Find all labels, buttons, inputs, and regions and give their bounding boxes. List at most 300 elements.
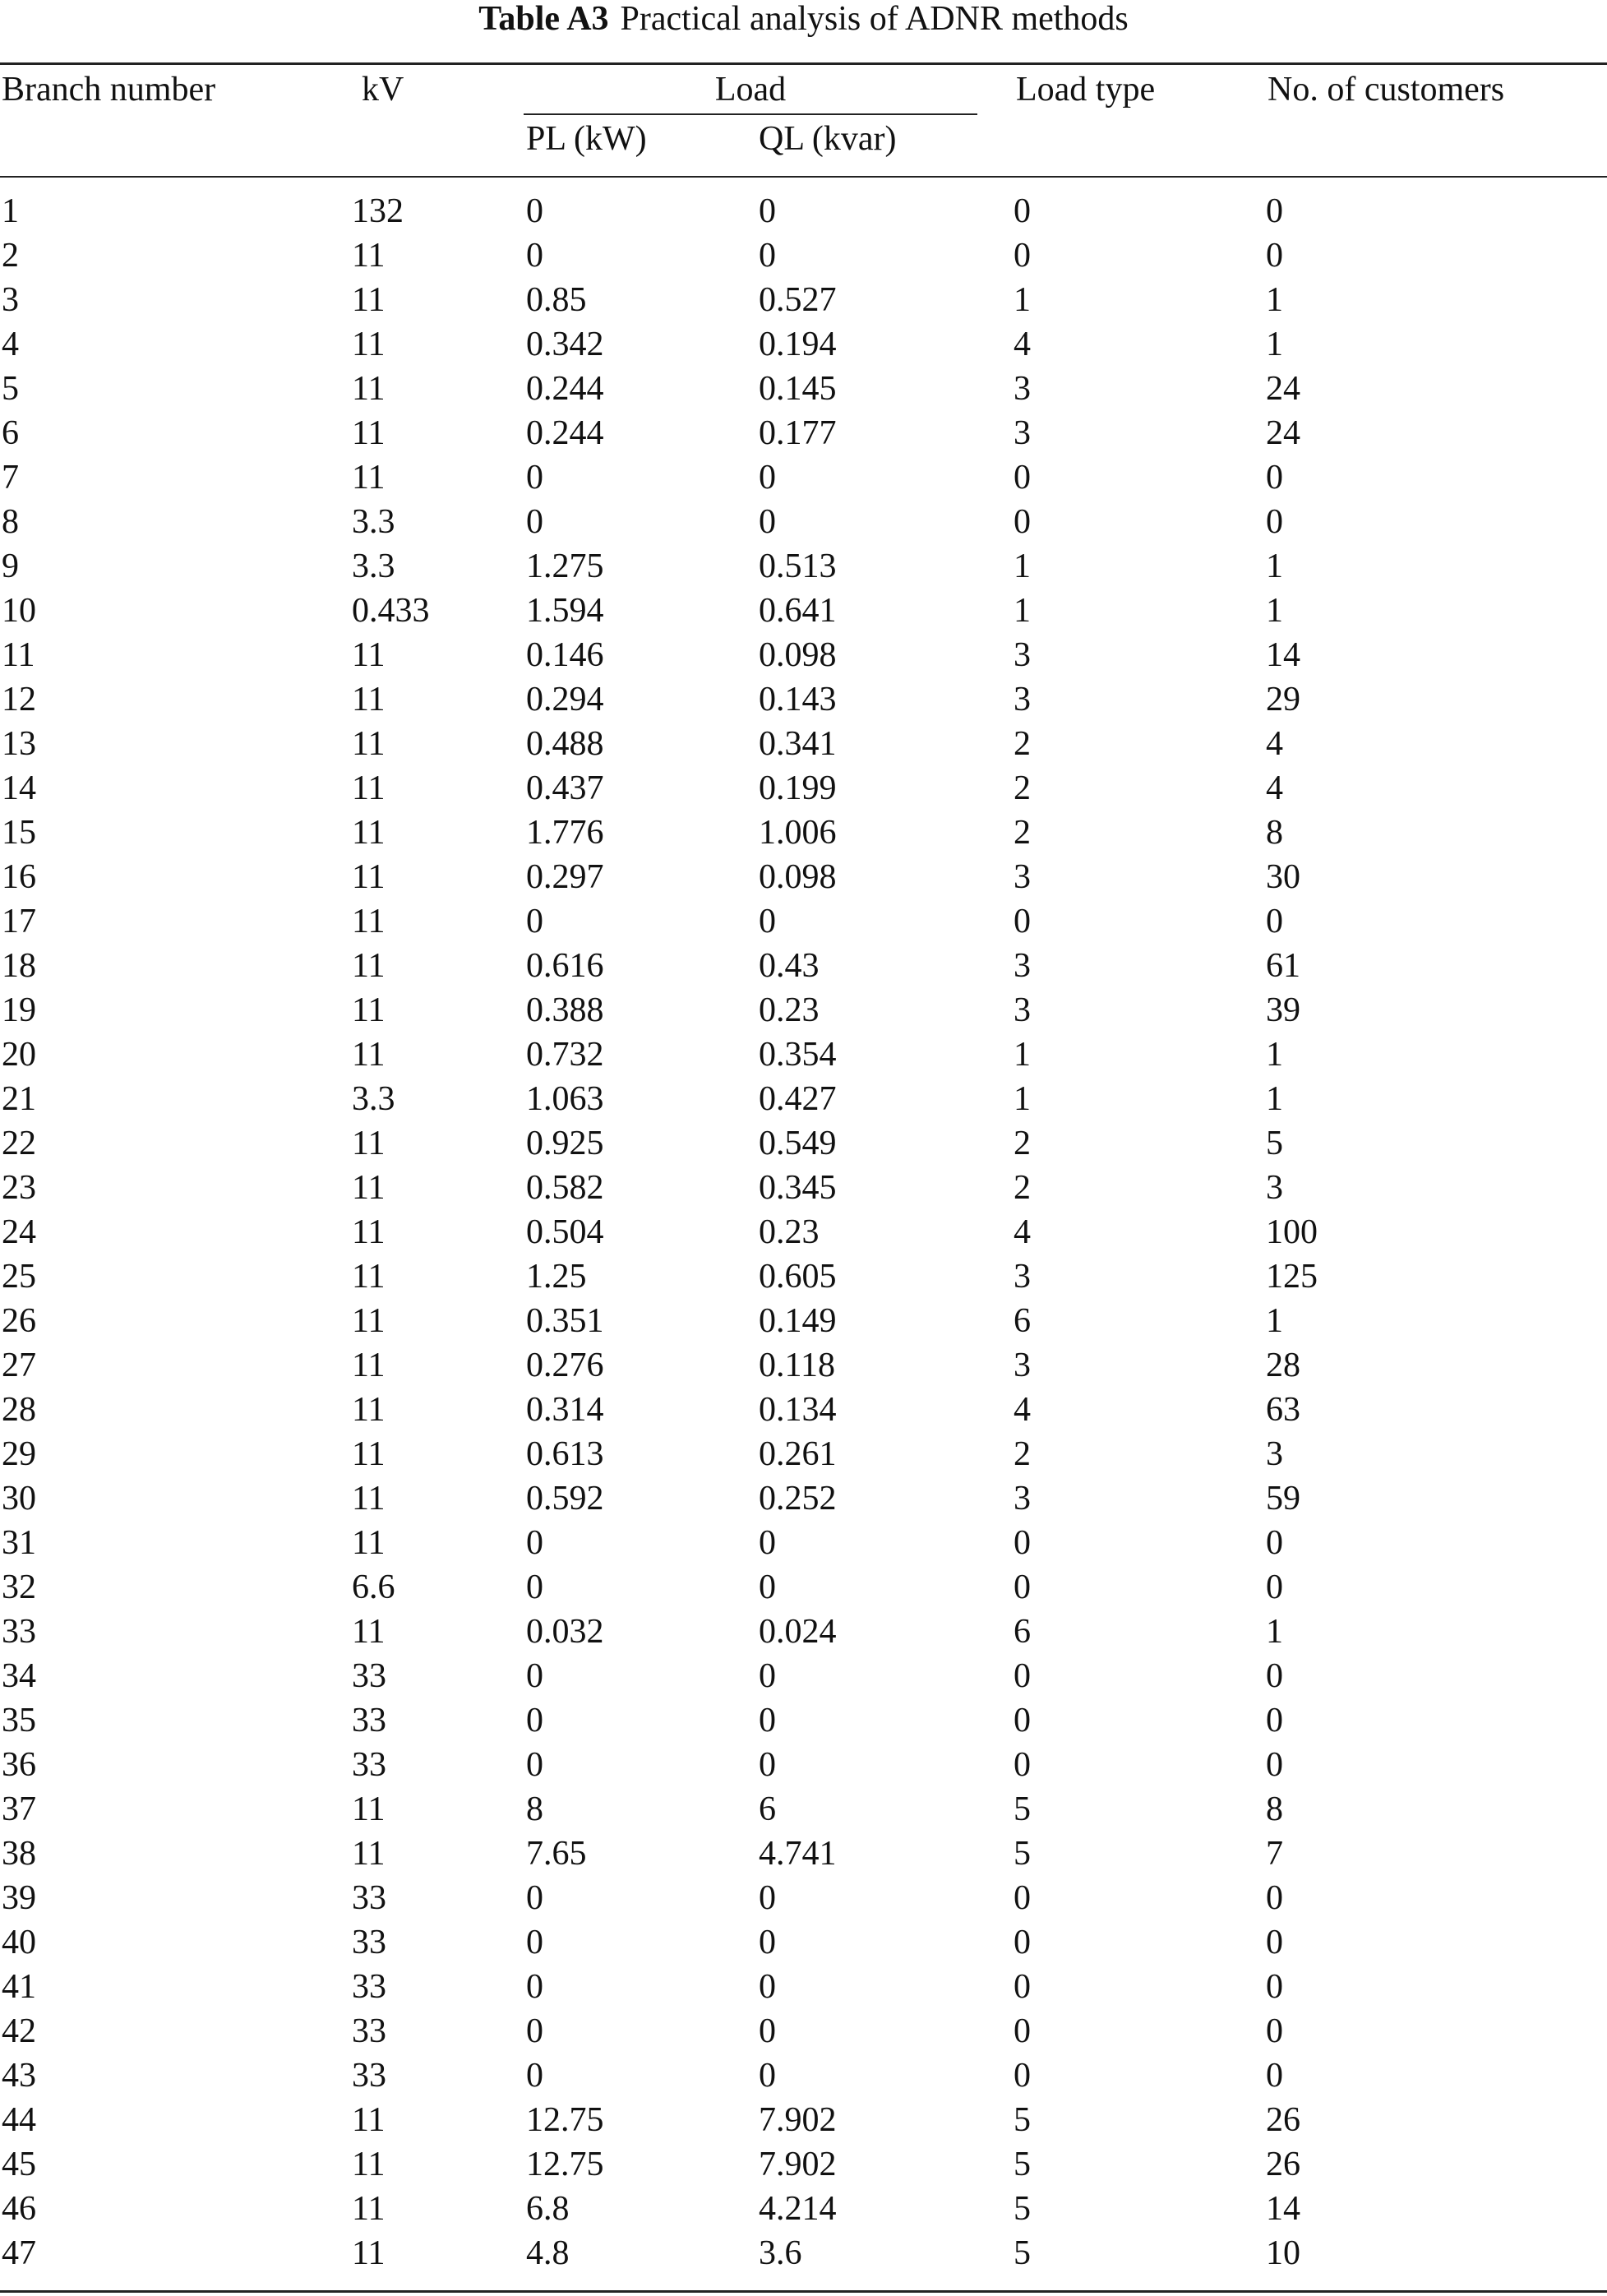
load-type-cell: 5 <box>1014 2146 1031 2183</box>
customers-cell: 8 <box>1266 814 1283 852</box>
customers-cell: 1 <box>1266 326 1283 363</box>
ql-cell: 0.149 <box>759 1302 837 1340</box>
branch-number-cell: 27 <box>2 1347 36 1384</box>
ql-cell: 0.23 <box>759 991 820 1029</box>
pl-cell: 1.275 <box>526 547 604 585</box>
customers-cell: 61 <box>1266 947 1300 985</box>
table-row <box>0 1610 1607 1654</box>
branch-number-cell: 1 <box>2 192 19 230</box>
ql-cell: 0.354 <box>759 1036 837 1074</box>
ql-cell: 0 <box>759 1702 776 1739</box>
load-type-cell: 0 <box>1014 1746 1031 1784</box>
kv-cell: 11 <box>352 725 386 763</box>
ql-cell: 6 <box>759 1790 776 1828</box>
ql-cell: 0 <box>759 1746 776 1784</box>
ql-cell: 0.177 <box>759 414 837 452</box>
header-branch-number: Branch number <box>2 71 216 109</box>
branch-number-cell: 45 <box>2 2146 36 2183</box>
ql-cell: 7.902 <box>759 2101 837 2139</box>
load-type-cell: 0 <box>1014 237 1031 275</box>
table-row <box>0 677 1607 722</box>
pl-cell: 0.294 <box>526 681 604 718</box>
branch-number-cell: 36 <box>2 1746 36 1784</box>
customers-cell: 3 <box>1266 1169 1283 1207</box>
pl-cell: 0.613 <box>526 1435 604 1473</box>
load-type-cell: 0 <box>1014 192 1031 230</box>
table-row <box>0 1121 1607 1166</box>
table-row <box>0 1832 1607 1876</box>
customers-cell: 0 <box>1266 1657 1283 1695</box>
header-customers: No. of customers <box>1268 71 1505 109</box>
kv-cell: 11 <box>352 1169 386 1207</box>
table-row <box>0 2187 1607 2231</box>
kv-cell: 11 <box>352 2146 386 2183</box>
load-type-cell: 4 <box>1014 326 1031 363</box>
pl-cell: 0 <box>526 1657 543 1695</box>
branch-number-cell: 43 <box>2 2057 36 2095</box>
pl-cell: 0 <box>526 2012 543 2050</box>
ql-cell: 0.118 <box>759 1347 835 1384</box>
table-row <box>0 766 1607 811</box>
load-type-cell: 3 <box>1014 858 1031 896</box>
branch-number-cell: 9 <box>2 547 19 585</box>
customers-cell: 5 <box>1266 1125 1283 1162</box>
kv-cell: 11 <box>352 281 386 319</box>
branch-number-cell: 35 <box>2 1702 36 1739</box>
customers-cell: 0 <box>1266 903 1283 940</box>
kv-cell: 3.3 <box>352 1080 395 1118</box>
kv-cell: 0.433 <box>352 592 430 630</box>
load-type-cell: 0 <box>1014 2012 1031 2050</box>
customers-cell: 30 <box>1266 858 1300 896</box>
load-type-cell: 3 <box>1014 636 1031 674</box>
ql-cell: 0 <box>759 1924 776 1961</box>
kv-cell: 11 <box>352 903 386 940</box>
ql-cell: 0.345 <box>759 1169 837 1207</box>
pl-cell: 0.244 <box>526 370 604 408</box>
kv-cell: 11 <box>352 2234 386 2272</box>
table-row <box>0 2009 1607 2053</box>
branch-number-cell: 17 <box>2 903 36 940</box>
load-type-cell: 5 <box>1014 1790 1031 1828</box>
table-row <box>0 1565 1607 1610</box>
kv-cell: 11 <box>352 1790 386 1828</box>
header-load-type: Load type <box>1016 71 1156 109</box>
customers-cell: 59 <box>1266 1480 1300 1518</box>
load-type-cell: 1 <box>1014 592 1031 630</box>
customers-cell: 7 <box>1266 1835 1283 1873</box>
load-type-cell: 2 <box>1014 1435 1031 1473</box>
load-type-cell: 0 <box>1014 903 1031 940</box>
kv-cell: 33 <box>352 1746 386 1784</box>
pl-cell: 0 <box>526 1524 543 1562</box>
pl-cell: 12.75 <box>526 2101 604 2139</box>
branch-number-cell: 2 <box>2 237 19 275</box>
load-type-cell: 3 <box>1014 414 1031 452</box>
pl-cell: 0 <box>526 459 543 497</box>
pl-cell: 0 <box>526 1746 543 1784</box>
pl-cell: 0.85 <box>526 281 587 319</box>
load-type-cell: 0 <box>1014 459 1031 497</box>
ql-cell: 0.199 <box>759 769 837 807</box>
pl-cell: 0 <box>526 1702 543 1739</box>
table-row <box>0 1698 1607 1743</box>
customers-cell: 63 <box>1266 1391 1300 1429</box>
branch-number-cell: 37 <box>2 1790 36 1828</box>
ql-cell: 0 <box>759 2012 776 2050</box>
customers-cell: 0 <box>1266 459 1283 497</box>
pl-cell: 0.146 <box>526 636 604 674</box>
branch-number-cell: 25 <box>2 1258 36 1296</box>
ql-cell: 1.006 <box>759 814 837 852</box>
kv-cell: 11 <box>352 326 386 363</box>
branch-number-cell: 16 <box>2 858 36 896</box>
ql-cell: 0 <box>759 1524 776 1562</box>
branch-number-cell: 10 <box>2 592 36 630</box>
kv-cell: 6.6 <box>352 1568 395 1606</box>
table-row <box>0 855 1607 899</box>
customers-cell: 3 <box>1266 1435 1283 1473</box>
pl-cell: 0 <box>526 192 543 230</box>
pl-cell: 0.244 <box>526 414 604 452</box>
pl-cell: 0.297 <box>526 858 604 896</box>
customers-cell: 0 <box>1266 1702 1283 1739</box>
kv-cell: 11 <box>352 814 386 852</box>
kv-cell: 33 <box>352 2012 386 2050</box>
table-row <box>0 1432 1607 1476</box>
branch-number-cell: 14 <box>2 769 36 807</box>
ql-cell: 0 <box>759 2057 776 2095</box>
load-type-cell: 0 <box>1014 1657 1031 1695</box>
branch-number-cell: 13 <box>2 725 36 763</box>
kv-cell: 11 <box>352 1524 386 1562</box>
pl-cell: 12.75 <box>526 2146 604 2183</box>
table-row <box>0 1033 1607 1077</box>
pl-cell: 0.592 <box>526 1480 604 1518</box>
load-type-cell: 1 <box>1014 1080 1031 1118</box>
table-row <box>0 1254 1607 1299</box>
ql-cell: 0 <box>759 1968 776 2006</box>
kv-cell: 11 <box>352 681 386 718</box>
ql-cell: 0.549 <box>759 1125 837 1162</box>
load-type-cell: 0 <box>1014 1702 1031 1739</box>
table-row <box>0 1521 1607 1565</box>
kv-cell: 11 <box>352 237 386 275</box>
kv-cell: 11 <box>352 858 386 896</box>
pl-cell: 7.65 <box>526 1835 587 1873</box>
table-bottom-rule <box>0 2290 1607 2293</box>
load-type-cell: 3 <box>1014 370 1031 408</box>
table-row <box>0 411 1607 455</box>
ql-cell: 0.23 <box>759 1213 820 1251</box>
branch-number-cell: 38 <box>2 1835 36 1873</box>
table-body <box>0 189 1607 2275</box>
load-group-rule <box>524 113 977 115</box>
customers-cell: 0 <box>1266 1968 1283 2006</box>
pl-cell: 0.732 <box>526 1036 604 1074</box>
table-row <box>0 1654 1607 1698</box>
table-row <box>0 2098 1607 2142</box>
pl-cell: 0.582 <box>526 1169 604 1207</box>
table-row <box>0 322 1607 367</box>
customers-cell: 0 <box>1266 2012 1283 2050</box>
kv-cell: 33 <box>352 2057 386 2095</box>
branch-number-cell: 4 <box>2 326 19 363</box>
branch-number-cell: 18 <box>2 947 36 985</box>
table-row <box>0 2053 1607 2098</box>
ql-cell: 0.194 <box>759 326 837 363</box>
ql-cell: 0.143 <box>759 681 837 718</box>
pl-cell: 0.488 <box>526 725 604 763</box>
pl-cell: 0.388 <box>526 991 604 1029</box>
table-caption <box>0 0 1607 38</box>
load-type-cell: 0 <box>1014 1879 1031 1917</box>
table-row <box>0 544 1607 589</box>
table-row <box>0 1210 1607 1254</box>
ql-cell: 0 <box>759 459 776 497</box>
table-caption-label: Table A3 <box>478 0 609 38</box>
pl-cell: 0 <box>526 1924 543 1961</box>
kv-cell: 11 <box>352 947 386 985</box>
load-type-cell: 4 <box>1014 1391 1031 1429</box>
ql-cell: 0.43 <box>759 947 820 985</box>
ql-cell: 0 <box>759 1879 776 1917</box>
table-header-rule <box>0 176 1607 178</box>
table-row <box>0 189 1607 233</box>
table-row <box>0 1965 1607 2009</box>
table-row <box>0 455 1607 500</box>
branch-number-cell: 20 <box>2 1036 36 1074</box>
kv-cell: 33 <box>352 1702 386 1739</box>
pl-cell: 0 <box>526 1879 543 1917</box>
customers-cell: 39 <box>1266 991 1300 1029</box>
load-type-cell: 5 <box>1014 1835 1031 1873</box>
kv-cell: 11 <box>352 1480 386 1518</box>
branch-number-cell: 33 <box>2 1613 36 1651</box>
table-row <box>0 899 1607 944</box>
customers-cell: 10 <box>1266 2234 1300 2272</box>
load-type-cell: 0 <box>1014 1568 1031 1606</box>
pl-cell: 1.776 <box>526 814 604 852</box>
branch-number-cell: 8 <box>2 503 19 541</box>
header-ql: QL (kvar) <box>759 120 897 158</box>
load-type-cell: 2 <box>1014 725 1031 763</box>
pl-cell: 0.504 <box>526 1213 604 1251</box>
load-type-cell: 6 <box>1014 1302 1031 1340</box>
branch-number-cell: 12 <box>2 681 36 718</box>
ql-cell: 0.024 <box>759 1613 837 1651</box>
table-row <box>0 1476 1607 1521</box>
load-type-cell: 2 <box>1014 769 1031 807</box>
customers-cell: 14 <box>1266 2190 1300 2228</box>
pl-cell: 6.8 <box>526 2190 570 2228</box>
branch-number-cell: 34 <box>2 1657 36 1695</box>
customers-cell: 0 <box>1266 1879 1283 1917</box>
customers-cell: 26 <box>1266 2101 1300 2139</box>
pl-cell: 0.616 <box>526 947 604 985</box>
table-row <box>0 722 1607 766</box>
customers-cell: 4 <box>1266 769 1283 807</box>
branch-number-cell: 32 <box>2 1568 36 1606</box>
kv-cell: 11 <box>352 1125 386 1162</box>
kv-cell: 11 <box>352 370 386 408</box>
customers-cell: 8 <box>1266 1790 1283 1828</box>
load-type-cell: 5 <box>1014 2234 1031 2272</box>
load-type-cell: 1 <box>1014 281 1031 319</box>
pl-cell: 0.032 <box>526 1613 604 1651</box>
pl-cell: 1.594 <box>526 592 604 630</box>
table-row <box>0 988 1607 1033</box>
pl-cell: 0.342 <box>526 326 604 363</box>
branch-number-cell: 40 <box>2 1924 36 1961</box>
pl-cell: 8 <box>526 1790 543 1828</box>
ql-cell: 0 <box>759 1568 776 1606</box>
ql-cell: 0.134 <box>759 1391 837 1429</box>
load-type-cell: 3 <box>1014 947 1031 985</box>
branch-number-cell: 28 <box>2 1391 36 1429</box>
load-type-cell: 0 <box>1014 1968 1031 2006</box>
ql-cell: 0.261 <box>759 1435 837 1473</box>
ql-cell: 0.341 <box>759 725 837 763</box>
ql-cell: 0.513 <box>759 547 837 585</box>
kv-cell: 33 <box>352 1879 386 1917</box>
ql-cell: 0.252 <box>759 1480 837 1518</box>
table-row <box>0 1743 1607 1787</box>
pl-cell: 0 <box>526 1968 543 2006</box>
table-row <box>0 944 1607 988</box>
load-type-cell: 6 <box>1014 1613 1031 1651</box>
kv-cell: 33 <box>352 1657 386 1695</box>
kv-cell: 11 <box>352 1835 386 1873</box>
ql-cell: 3.6 <box>759 2234 802 2272</box>
pl-cell: 1.25 <box>526 1258 587 1296</box>
pl-cell: 0.925 <box>526 1125 604 1162</box>
table-row <box>0 1343 1607 1388</box>
branch-number-cell: 5 <box>2 370 19 408</box>
branch-number-cell: 23 <box>2 1169 36 1207</box>
customers-cell: 0 <box>1266 1746 1283 1784</box>
load-type-cell: 3 <box>1014 1258 1031 1296</box>
table-row <box>0 278 1607 322</box>
customers-cell: 0 <box>1266 1568 1283 1606</box>
customers-cell: 0 <box>1266 192 1283 230</box>
table-row <box>0 367 1607 411</box>
load-type-cell: 1 <box>1014 1036 1031 1074</box>
table-row <box>0 500 1607 544</box>
kv-cell: 11 <box>352 1213 386 1251</box>
kv-cell: 11 <box>352 2101 386 2139</box>
kv-cell: 132 <box>352 192 404 230</box>
table-row <box>0 589 1607 633</box>
customers-cell: 24 <box>1266 414 1300 452</box>
customers-cell: 0 <box>1266 503 1283 541</box>
table-caption-title: Practical analysis of ADNR methods <box>620 0 1129 38</box>
customers-cell: 4 <box>1266 725 1283 763</box>
table-row <box>0 633 1607 677</box>
ql-cell: 0 <box>759 1657 776 1695</box>
kv-cell: 11 <box>352 459 386 497</box>
table-row <box>0 2231 1607 2275</box>
table-top-rule <box>0 62 1607 65</box>
branch-number-cell: 22 <box>2 1125 36 1162</box>
branch-number-cell: 3 <box>2 281 19 319</box>
customers-cell: 14 <box>1266 636 1300 674</box>
table-row <box>0 2142 1607 2187</box>
header-pl: PL (kW) <box>526 120 647 158</box>
load-type-cell: 2 <box>1014 1125 1031 1162</box>
kv-cell: 11 <box>352 1036 386 1074</box>
pl-cell: 0.437 <box>526 769 604 807</box>
customers-cell: 1 <box>1266 592 1283 630</box>
kv-cell: 33 <box>352 1968 386 2006</box>
customers-cell: 24 <box>1266 370 1300 408</box>
load-type-cell: 0 <box>1014 1924 1031 1961</box>
branch-number-cell: 7 <box>2 459 19 497</box>
load-type-cell: 5 <box>1014 2190 1031 2228</box>
pl-cell: 0 <box>526 237 543 275</box>
load-type-cell: 0 <box>1014 2057 1031 2095</box>
header-load-group: Load <box>714 71 787 109</box>
pl-cell: 0 <box>526 503 543 541</box>
load-type-cell: 2 <box>1014 1169 1031 1207</box>
branch-number-cell: 44 <box>2 2101 36 2139</box>
customers-cell: 100 <box>1266 1213 1318 1251</box>
load-type-cell: 3 <box>1014 1480 1031 1518</box>
branch-number-cell: 24 <box>2 1213 36 1251</box>
load-type-cell: 0 <box>1014 503 1031 541</box>
ql-cell: 0.527 <box>759 281 837 319</box>
kv-cell: 11 <box>352 2190 386 2228</box>
ql-cell: 0.641 <box>759 592 837 630</box>
customers-cell: 1 <box>1266 547 1283 585</box>
ql-cell: 7.902 <box>759 2146 837 2183</box>
pl-cell: 0.276 <box>526 1347 604 1384</box>
branch-number-cell: 29 <box>2 1435 36 1473</box>
kv-cell: 11 <box>352 991 386 1029</box>
branch-number-cell: 30 <box>2 1480 36 1518</box>
kv-cell: 11 <box>352 414 386 452</box>
ql-cell: 0 <box>759 503 776 541</box>
table-row <box>0 1166 1607 1210</box>
ql-cell: 0 <box>759 903 776 940</box>
table-row <box>0 1388 1607 1432</box>
pl-cell: 0 <box>526 1568 543 1606</box>
customers-cell: 1 <box>1266 1302 1283 1340</box>
ql-cell: 4.741 <box>759 1835 837 1873</box>
table-row <box>0 1299 1607 1343</box>
ql-cell: 0.098 <box>759 636 837 674</box>
branch-number-cell: 19 <box>2 991 36 1029</box>
ql-cell: 0.427 <box>759 1080 837 1118</box>
branch-number-cell: 47 <box>2 2234 36 2272</box>
kv-cell: 11 <box>352 1391 386 1429</box>
customers-cell: 1 <box>1266 1613 1283 1651</box>
branch-number-cell: 11 <box>2 636 35 674</box>
table-row <box>0 1787 1607 1832</box>
load-type-cell: 1 <box>1014 547 1031 585</box>
table-row <box>0 1920 1607 1965</box>
ql-cell: 0.145 <box>759 370 837 408</box>
load-type-cell: 2 <box>1014 814 1031 852</box>
kv-cell: 11 <box>352 1435 386 1473</box>
ql-cell: 4.214 <box>759 2190 837 2228</box>
customers-cell: 0 <box>1266 1524 1283 1562</box>
branch-number-cell: 6 <box>2 414 19 452</box>
kv-cell: 11 <box>352 1613 386 1651</box>
kv-cell: 3.3 <box>352 503 395 541</box>
table-row <box>0 1876 1607 1920</box>
branch-number-cell: 42 <box>2 2012 36 2050</box>
